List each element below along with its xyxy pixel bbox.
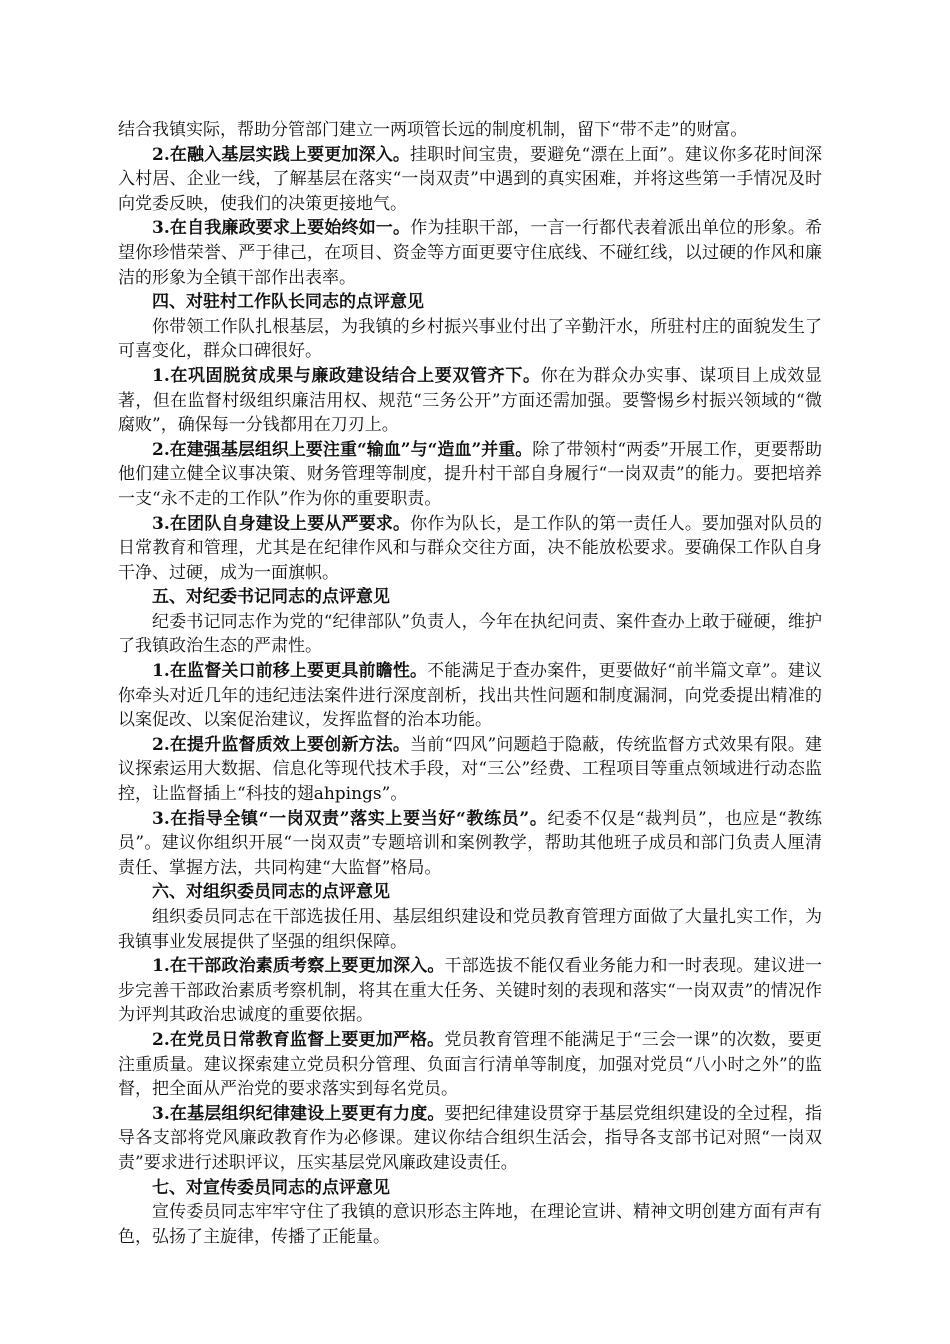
list-item bbox=[118, 143, 822, 217]
list-item bbox=[118, 1028, 822, 1102]
item-lead: 2.在党员日常教育监督上要更加严格。 bbox=[152, 1029, 445, 1050]
list-item bbox=[118, 512, 822, 586]
item-lead: 2.在融入基层实践上要更加深入。 bbox=[152, 144, 410, 165]
list-item bbox=[118, 216, 822, 290]
item-lead: 1.在干部政治素质考察上要更加深入。 bbox=[152, 956, 445, 977]
list-item bbox=[118, 364, 822, 438]
section-heading: 七、对宣传委员同志的点评意见 bbox=[152, 1177, 390, 1198]
list-item bbox=[118, 733, 822, 807]
paragraph: 宣传委员同志牢牢守住了我镇的意识形态主阵地，在理论宣讲、精神文明创建方面有声有色，弘扬了主旋律，传播了正能量。 bbox=[118, 1202, 822, 1247]
item-lead: 2.在提升监督质效上要创新方法。 bbox=[152, 734, 410, 755]
item-text: 你作为队长，是工作队的第一责任人。要加强对队员的日常教育和管理，尤其是在纪律作风和与群众交往方面，决不能放松要求。要确保工作队自身干净、过硬，成为一面旗帜。 bbox=[118, 513, 823, 583]
item-lead: 3.在团队自身建设上要从严要求。 bbox=[152, 513, 411, 534]
item-text: 党员教育管理不能满足于“三会一课”的次数，要更注重质量。建议探索建立党员积分管理、负面言行清单等制度，加强对党员“八小时之外”的监督，把全面从严治党的要求落实到每名党员。 bbox=[118, 1029, 822, 1100]
item-text: 当前“四风”问题趋于隐蔽，传统监督方式效果有限。建议探索运用大数据、信息化等现代技术手段，对“三公”经费、工程项目等重点领域进行动态监控，让监督插上“科技的翅ahpings”。 bbox=[118, 734, 822, 805]
item-lead: 3.在指导全镇“一岗双责”落实上要当好“教练员”。 bbox=[152, 808, 548, 829]
item-text: 纪委不仅是“裁判员”，也应是“教练员”。建议你组织开展“一岗双责”专题培训和案例教学，帮助其他班子成员和部门负责人厘清责任、掌握方法，共同构建“大监督”格局。 bbox=[118, 808, 822, 878]
item-text: 除了带领村“两委”开展工作，更要帮助他们建立健全议事决策、财务管理等制度，提升村干部自身履行“一岗双责”的能力。要把培养一支“永不走的工作队”作为你的重要职责。 bbox=[118, 439, 822, 509]
item-text: 不能满足于查办案件，更要做好“前半篇文章”。建议你牵头对近几年的违纪违法案件进行深度剖析，找出共性问题和制度漏洞，向党委提出精准的以案促改、以案促治建议，发挥监督的治本功能。 bbox=[118, 661, 822, 731]
list-item bbox=[118, 438, 822, 512]
item-text: 挂职时间宝贵，要避免“漂在上面”。建议你多花时间深入村居、企业一线，了解基层在落实“一岗双责”中遇到的真实困难，并将这些第一手情况及时向党委反映，使我们的决策更接地气。 bbox=[118, 144, 822, 214]
item-text: 你在为群众办实事、谋项目上成效显著，但在监督村级组织廉洁用权、规范“三务公开”方面还需加强。要警惕乡村振兴领域的“微腐败”，确保每一分钱都用在刀刃上。 bbox=[118, 365, 823, 436]
item-lead: 1.在巩固脱贫成果与廉政建设结合上要双管齐下。 bbox=[152, 365, 541, 386]
paragraph: 你带领工作队扎根基层，为我镇的乡村振兴事业付出了辛勤汗水，所驻村庄的面貌发生了可喜变化，群众口碑很好。 bbox=[118, 316, 822, 362]
paragraph: 结合我镇实际，帮助分管部门建立一两项管长远的制度机制，留下“带不走”的财富。 bbox=[118, 120, 748, 140]
item-lead: 3.在自我廉政要求上要始终如一。 bbox=[152, 218, 411, 239]
section-heading: 四、对驻村工作队长同志的点评意见 bbox=[152, 292, 424, 313]
list-item bbox=[118, 954, 822, 1028]
item-lead: 1.在监督关口前移上要更具前瞻性。 bbox=[152, 661, 428, 682]
paragraph: 纪委书记同志作为党的“纪律部队”负责人，今年在执纪问责、案件查办上敢于碰硬，维护了我镇政治生态的严肃性。 bbox=[118, 611, 822, 657]
item-text: 干部选拔不能仅看业务能力和一时表现。建议进一步完善干部政治素质考察机制，将其在重大任务、关键时刻的表现和落实“一岗双责”的情况作为评判其政治忠诚度的重要依据。 bbox=[118, 956, 823, 1026]
item-text: 作为挂职干部，一言一行都代表着派出单位的形象。希望你珍惜荣誉、严于律己，在项目、资金等方面更要守住底线、不碰红线，以过硬的作风和廉洁的形象为全镇干部作出表率。 bbox=[118, 218, 823, 288]
list-item bbox=[118, 1102, 822, 1176]
section-heading: 六、对组织委员同志的点评意见 bbox=[152, 882, 390, 903]
section-heading: 五、对纪委书记同志的点评意见 bbox=[152, 587, 390, 608]
item-text: 要把纪律建设贯穿于基层党组织建设的全过程，指导各支部将党风廉政教育作为必修课。建议你结合组织生活会，指导各支部书记对照“一岗双责”要求进行述职评议，压实基层党风廉政建设责任。 bbox=[118, 1103, 823, 1173]
item-lead: 2.在建强基层组织上要注重“输血”与“造血”并重。 bbox=[152, 439, 533, 460]
list-item bbox=[118, 659, 822, 733]
paragraph: 组织委员同志在干部选拔任用、基层组织建设和党员教育管理方面做了大量扎实工作，为我镇事业发展提供了坚强的组织保障。 bbox=[118, 907, 822, 952]
list-item bbox=[118, 807, 822, 881]
item-lead: 3.在基层组织纪律建设上要更有力度。 bbox=[152, 1103, 445, 1124]
